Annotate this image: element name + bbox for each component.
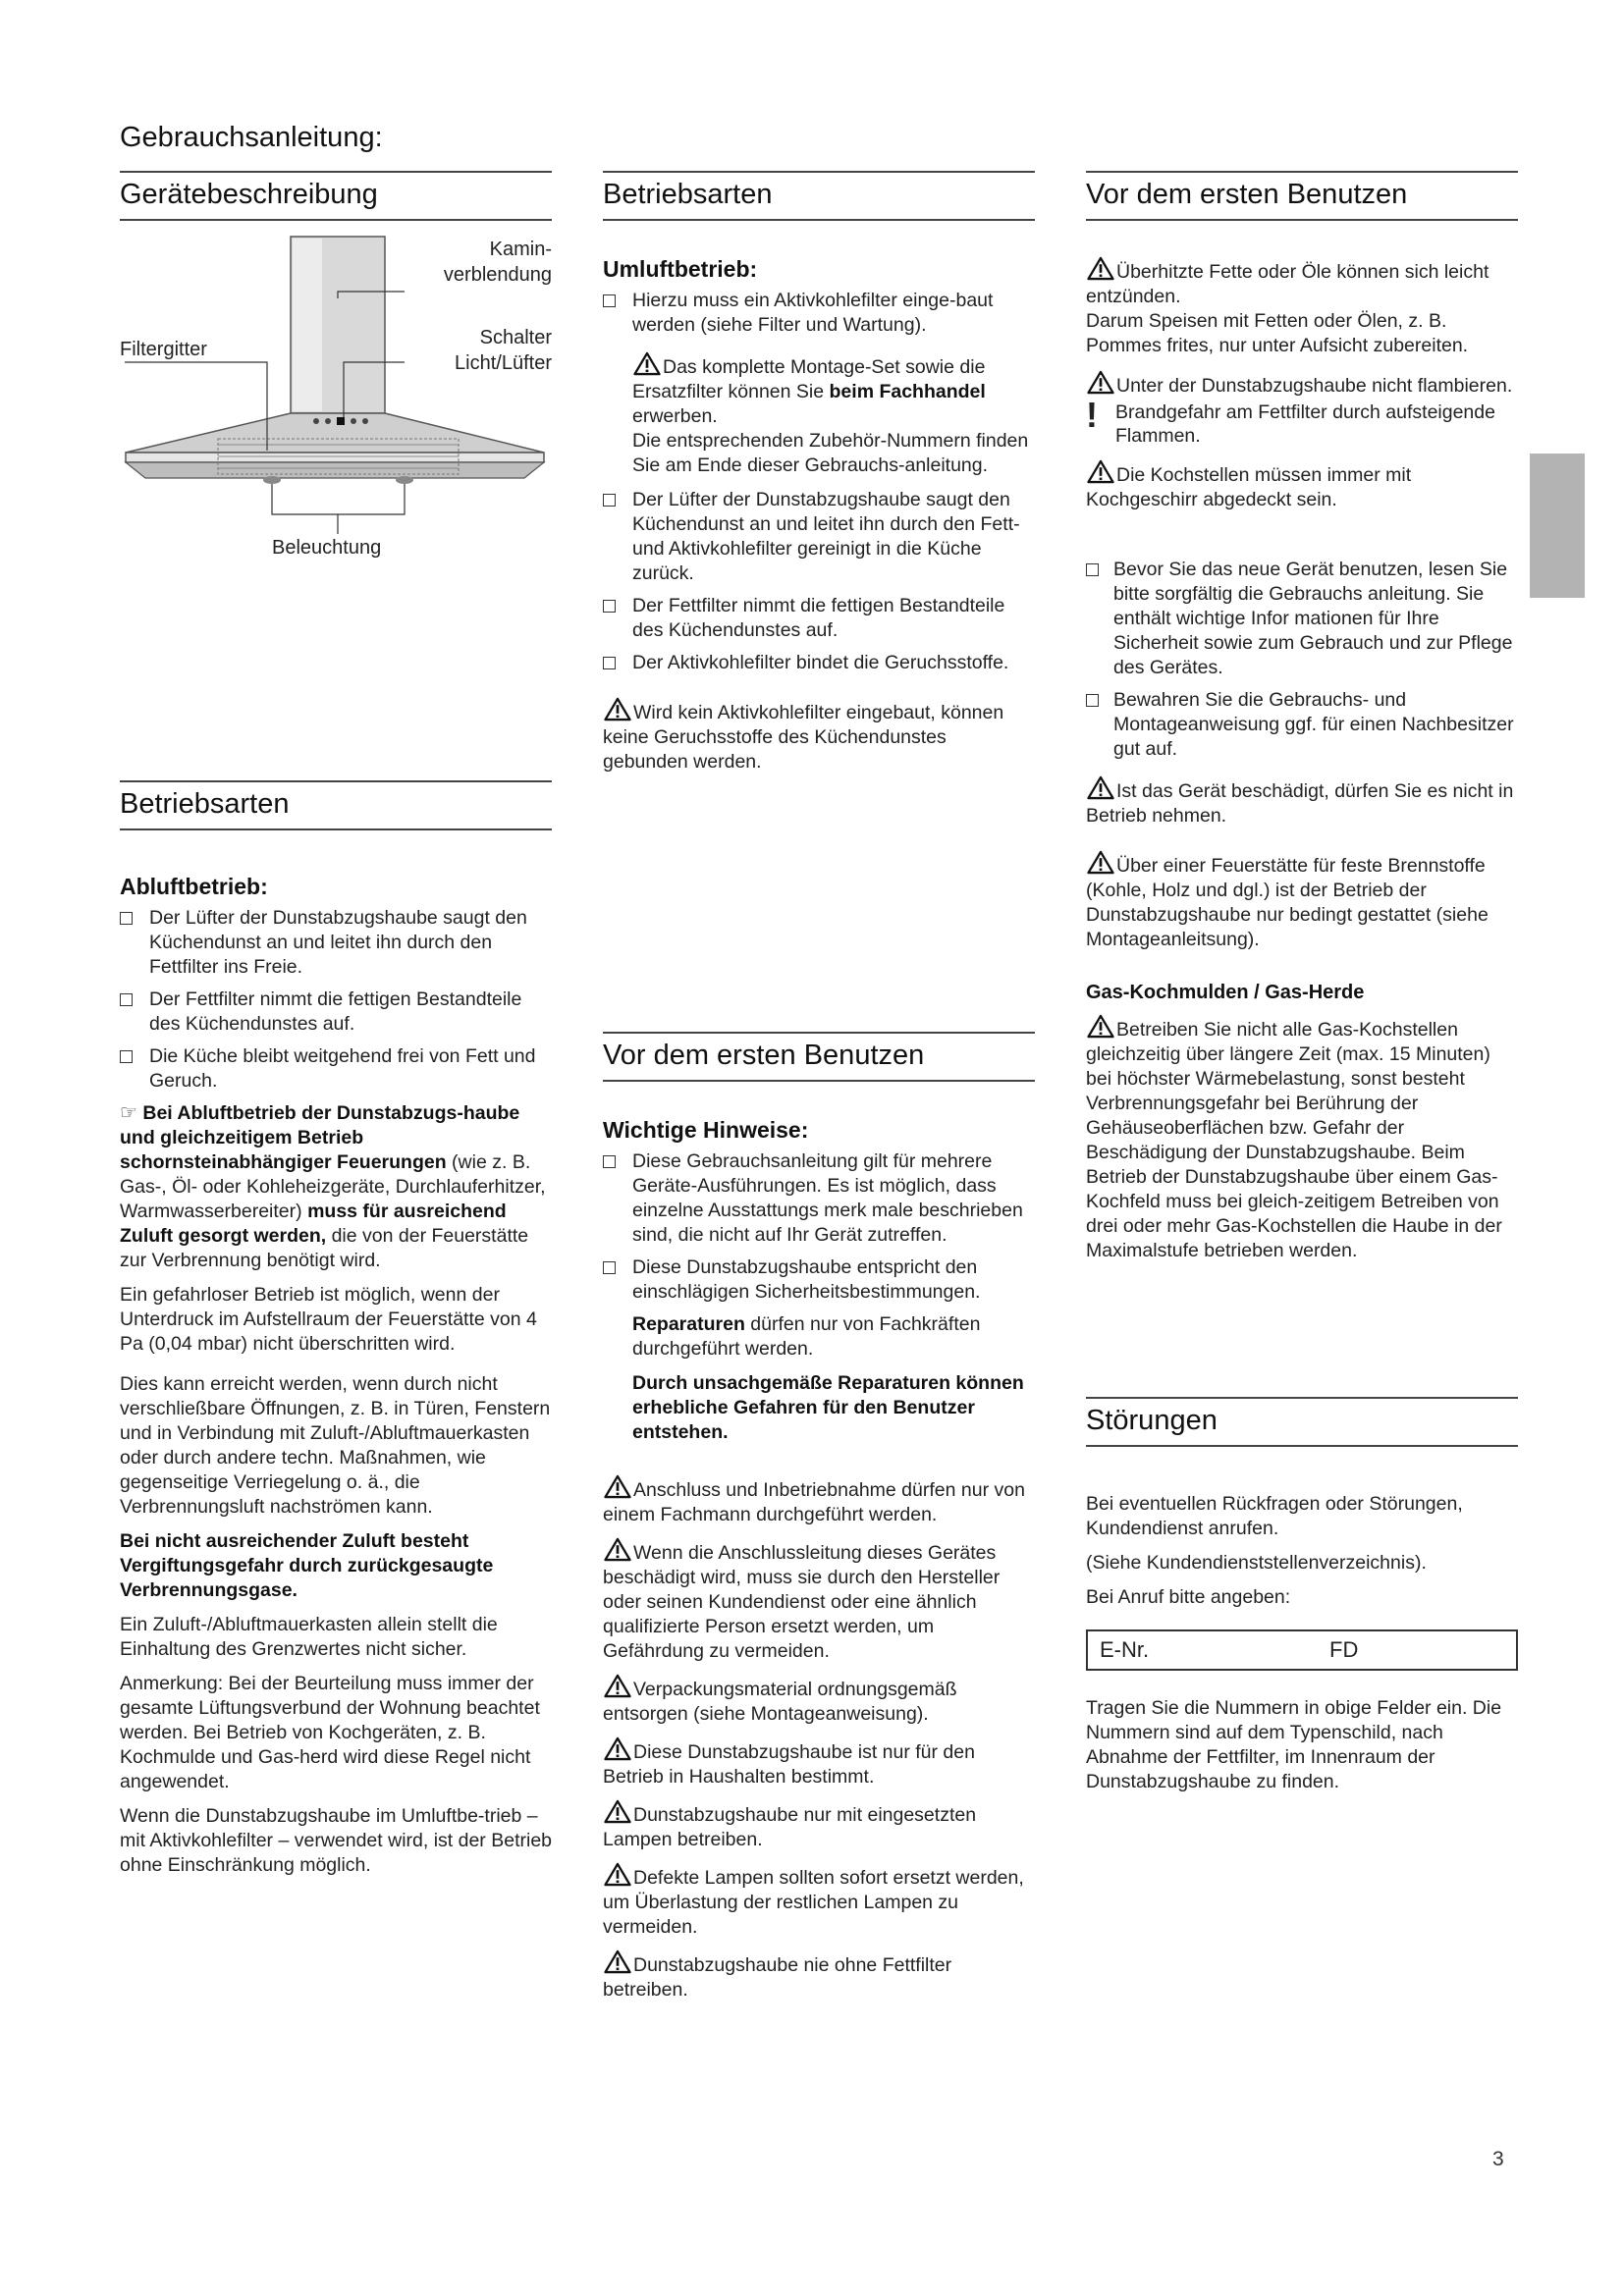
subheading-gas-kochmulden: Gas-Kochmulden / Gas-Herde xyxy=(1086,982,1365,1003)
warning-list xyxy=(603,1474,1035,2002)
label-filtergitter: Filtergitter xyxy=(120,339,207,360)
exclamation-icon: ! xyxy=(1086,395,1098,435)
checkbox-icon xyxy=(603,657,616,669)
warning-triangle-icon xyxy=(632,351,662,375)
list-item: Die Küche bleibt weitgehend frei von Fett und Geruch. xyxy=(120,1044,552,1094)
paragraph: Bei eventuellen Rückfragen oder Störungen, Kundendienst anrufen. xyxy=(1086,1493,1463,1539)
paragraph: Wenn die Dunstabzugshaube im Umluftbe-trieb – mit Aktivkohlefilter – verwendet wird, ist der Betrieb ohne Einschränkung möglich. xyxy=(120,1805,553,1876)
paragraph: Dies kann erreicht werden, wenn durch nicht verschließbare Öffnungen, z. B. in Türen, Fenstern und in Verbindung mit Zuluft-/Abluftmauerkasten oder durch andere techn. Maßnahmen, wie gegenseitige Verriegelung o. ä., die Verbrennungsluft nachströmen kann. xyxy=(120,1373,551,1518)
warning-fette: Überhitzte Fette oder Öle können sich leicht entzünden. Darum Speisen mit Fetten oder Ölen, z. B. Pommes frites, nur unter Aufsicht zubereiten. xyxy=(1086,256,1518,358)
column-right xyxy=(1086,171,1518,1804)
warning-flambieren: Unter der Dunstabzugshaube nicht flambieren. xyxy=(1086,370,1518,399)
warning-triangle-icon xyxy=(603,1799,632,1823)
list-item: Bewahren Sie die Gebrauchs- und Montageanweisung ggf. für einen Nachbesitzer gut auf. xyxy=(1086,688,1518,762)
pointing-hand-icon: ☞ xyxy=(120,1102,137,1124)
checkbox-icon xyxy=(1086,694,1099,707)
warning-triangle-icon xyxy=(1086,775,1115,799)
list-item: Der Fettfilter nimmt die fettigen Bestandteile des Küchendunstes auf. xyxy=(120,988,552,1037)
list-item: Hierzu muss ein Aktivkohlefilter einge-baut werden (siehe Filter und Wartung). xyxy=(603,289,1035,338)
list-item: Der Lüfter der Dunstabzugshaube saugt den Küchendunst an und leitet ihn durch den Fett- und Aktivkohlefilter gereinigt in die Küche zurück. xyxy=(603,488,1035,586)
fire-hazard-note: ! Brandgefahr am Fettfilter durch aufsteigende Flammen. xyxy=(1086,395,1495,447)
warning-kochstellen: Die Kochstellen müssen immer mit Kochgeschirr abgedeckt sein. xyxy=(1086,459,1518,512)
list-item: Diese Dunstabzugshaube entspricht den einschlägigen Sicherheitsbestimmungen. xyxy=(603,1255,1035,1305)
label-kamin-line1: Kamin- xyxy=(489,239,552,260)
list-item: Der Aktivkohlefilter bindet die Geruchsstoffe. xyxy=(603,651,1035,675)
warning-triangle-icon xyxy=(1086,256,1115,280)
warning-triangle-icon xyxy=(1086,1014,1115,1038)
checkbox-icon xyxy=(120,993,133,1006)
warning-triangle-icon xyxy=(603,1949,632,1973)
warning-triangle-icon xyxy=(603,1674,632,1697)
warning-triangle-icon xyxy=(603,697,632,721)
heading-vor-dem-ersten-benutzen-mid: Vor dem ersten Benutzen xyxy=(603,1032,1035,1082)
document-title: Gebrauchsanleitung: xyxy=(120,122,383,153)
warning-item: Anschluss und Inbetriebnahme dürfen nur von einem Fachmann durchgeführt werden. xyxy=(603,1474,1035,1527)
checkbox-icon xyxy=(603,294,616,307)
warning-item: Dunstabzugshaube nur mit eingesetzten Lampen betreiben. xyxy=(603,1799,1035,1852)
warning-bold: Bei nicht ausreichender Zuluft besteht Vergiftungsgefahr durch zurückgesaugte Verbrennungsgase. xyxy=(120,1530,494,1601)
list-item: Der Fettfilter nimmt die fettigen Bestandteile des Küchendunstes auf. xyxy=(603,594,1035,643)
hood-illustration xyxy=(120,235,552,617)
column-left xyxy=(120,171,552,1888)
warning-triangle-icon xyxy=(1086,370,1115,394)
checkbox-icon xyxy=(120,912,133,925)
warning-item: Diese Dunstabzugshaube ist nur für den Betrieb in Haushalten bestimmt. xyxy=(603,1736,1035,1789)
warning-item: Defekte Lampen sollten sofort ersetzt werden, um Überlastung der restlichen Lampen zu vermeiden. xyxy=(603,1862,1035,1940)
checkbox-icon xyxy=(603,494,616,507)
repair-note: Reparaturen dürfen nur von Fachkräften durchgeführt werden. xyxy=(632,1313,981,1360)
checkbox-icon xyxy=(1086,563,1099,576)
list-item: Der Lüfter der Dunstabzugshaube saugt den Küchendunst an und leitet ihn durch den Fettfilter ins Freie. xyxy=(120,906,552,980)
warning-beschaedigt: Ist das Gerät beschädigt, dürfen Sie es nicht in Betrieb nehmen. xyxy=(1086,775,1518,828)
warning-triangle-icon xyxy=(603,1736,632,1760)
subheading-abluftbetrieb: Abluftbetrieb: xyxy=(120,874,268,899)
label-kamin-line2: verblendung xyxy=(443,264,552,286)
warning-triangle-icon xyxy=(603,1537,632,1561)
paragraph: Bei Anruf bitte angeben: xyxy=(1086,1586,1291,1608)
paragraph: Tragen Sie die Nummern in obige Felder ein. Die Nummern sind auf dem Typenschild, nach Abnahme der Fettfilter, im Innenraum der Dunstabzugshaube zu finden. xyxy=(1086,1697,1502,1792)
paragraph: Ein Zuluft-/Abluftmauerkasten allein stellt die Einhaltung des Grenzwertes nicht sicher. xyxy=(120,1614,498,1660)
label-schalter-line1: Schalter xyxy=(479,327,552,348)
enr-label: E-Nr. xyxy=(1100,1637,1150,1662)
warning-gas: Betreiben Sie nicht alle Gas-Kochstellen gleichzeitig über längere Zeit (max. 15 Minuten) bei höchster Wärmebelastung, sonst besteht Verbrennungsgefahr bei Berührung der Gehäuseoberflächen bzw. Gefahr der Beschädigung der Dunstabzugshaube. Beim Betrieb der Dunstabzugshaube über einem Gas-Kochfeld muss bei gleich-zeitigem Betreiben von drei oder mehr Gas-Kochstellen die Haube in der Maximalstufe betrieben werden. xyxy=(1086,1014,1518,1263)
list-item: Diese Gebrauchsanleitung gilt für mehrere Geräte-Ausführungen. Es ist möglich, dass einzelne Ausstattungs merk male beschrieben sind, die nicht auf Ihr Gerät zutreffen. xyxy=(603,1149,1035,1248)
repair-warning: Durch unsachgemäße Reparaturen können erhebliche Gefahren für den Benutzer entstehen. xyxy=(632,1372,1024,1443)
enr-fd-field xyxy=(1086,1629,1518,1671)
heading-geraetebeschreibung: Gerätebeschreibung xyxy=(120,171,552,221)
warning-triangle-icon xyxy=(603,1474,632,1498)
warning-triangle-icon xyxy=(1086,850,1115,874)
warning-item: Wenn die Anschlussleitung dieses Gerätes beschädigt wird, muss sie durch den Hersteller oder seinen Kundendienst oder eine ähnlich qualifizierte Person ersetzt werden, um Gefährdung zu vermeiden. xyxy=(603,1537,1035,1664)
warning-triangle-icon xyxy=(1086,459,1115,483)
warning-aktivkohle: Wird kein Aktivkohlefilter eingebaut, können keine Geruchsstoffe des Küchendunstes gebunden werden. xyxy=(603,697,1035,774)
checkbox-icon xyxy=(603,600,616,613)
side-tab-marker xyxy=(1530,454,1585,598)
warning-feuerstaette: Über einer Feuerstätte für feste Brennstoffe (Kohle, Holz und dgl.) ist der Betrieb der Dunstabzugshaube nur bedingt gestattet (siehe Montageanleitsung). xyxy=(1086,850,1518,952)
page-number: 3 xyxy=(1492,2148,1504,2170)
warning-triangle-icon xyxy=(603,1862,632,1886)
label-beleuchtung: Beleuchtung xyxy=(272,537,382,559)
warning-item: Dunstabzugshaube nie ohne Fettfilter betreiben. xyxy=(603,1949,1035,2002)
heading-betriebsarten-left: Betriebsarten xyxy=(120,780,552,830)
warning-fachhandel: Das komplette Montage-Set sowie die Ersatzfilter können Sie beim Fachhandel erwerben. Die entsprechenden Zubehör-Nummern finden Sie am Ende dieser Gebrauchs-anleitung. xyxy=(603,351,1035,478)
column-middle xyxy=(603,171,1035,2012)
fd-label: FD xyxy=(1329,1637,1359,1662)
hood-diagram xyxy=(120,235,552,617)
paragraph: (Siehe Kundendienststellenverzeichnis). xyxy=(1086,1552,1427,1574)
label-schalter xyxy=(455,325,552,376)
checkbox-icon xyxy=(603,1155,616,1168)
heading-betriebsarten: Betriebsarten xyxy=(603,171,1035,221)
heading-stoerungen: Störungen xyxy=(1086,1397,1518,1447)
label-schalter-line2: Licht/Lüfter xyxy=(455,352,552,374)
note-abluft: ☞ Bei Abluftbetrieb der Dunstabzugs-haube und gleichzeitigem Betrieb schornsteinabhängiger Feuerungen (wie z. B. Gas-, Öl- oder Kohleheizgeräte, Durchlauferhitzer, Warmwasserbereiter) muss für ausreichend Zuluft gesorgt werden, die von der Feuerstätte zur Verbrennung benötigt wird. xyxy=(120,1102,546,1271)
checkbox-icon xyxy=(120,1050,133,1063)
warning-item: Verpackungsmaterial ordnungsgemäß entsorgen (siehe Montageanweisung). xyxy=(603,1674,1035,1727)
label-kamin xyxy=(444,237,552,288)
checkbox-icon xyxy=(603,1261,616,1274)
paragraph: Ein gefahrloser Betrieb ist möglich, wenn der Unterdruck im Aufstellraum der Feuerstätte von 4 Pa (0,04 mbar) nicht überschritten wird. xyxy=(120,1284,537,1355)
paragraph: Anmerkung: Bei der Beurteilung muss immer der gesamte Lüftungsverbund der Wohnung beachtet werden. Bei Betrieb von Kochgeräten, z. B. Kochmulde und Gas-herd wird diese Regel nicht angewendet. xyxy=(120,1673,540,1792)
subheading-wichtige-hinweise: Wichtige Hinweise: xyxy=(603,1117,809,1143)
list-item: Bevor Sie das neue Gerät benutzen, lesen Sie bitte sorgfältig die Gebrauchs anleitung. Sie enthält wichtige Infor mationen für Ihre Sicherheit sowie zum Gebrauch und zur Pflege des Gerätes. xyxy=(1086,558,1518,680)
heading-vor-dem-ersten-benutzen: Vor dem ersten Benutzen xyxy=(1086,171,1518,221)
subheading-umluftbetrieb: Umluftbetrieb: xyxy=(603,256,758,282)
